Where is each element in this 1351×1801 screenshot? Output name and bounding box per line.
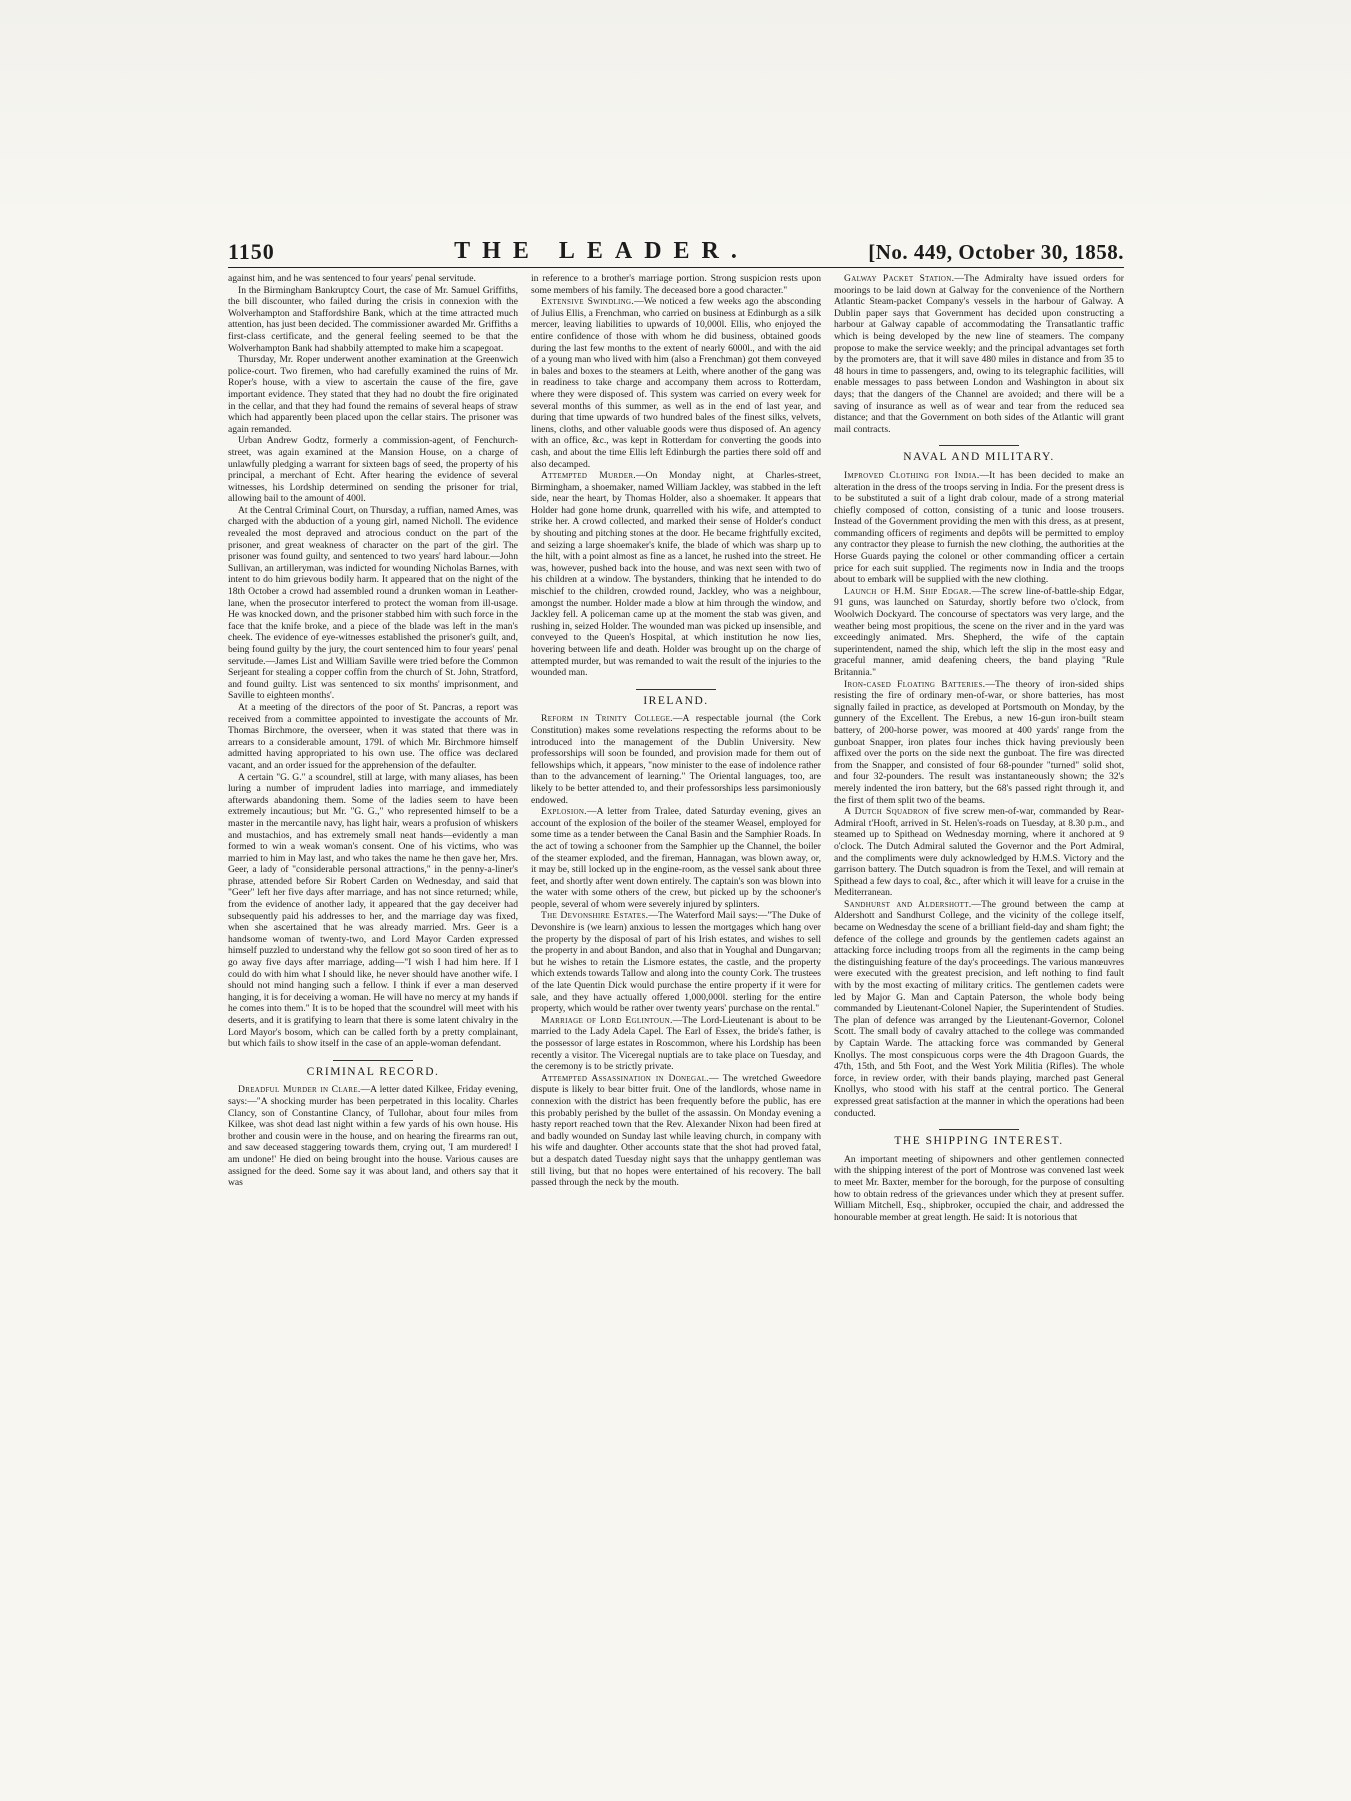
- article-text: —The Admiralty have issued orders for moorings to be laid down at Galway for the convenience of the Northern Atlantic Steam-packet Company's vessels in the harbour of Galway. A Dublin paper says that Government has decided upon constructing a harbour at Galway capable of accommodating the Transatlantic traffic which is being developed by the new line of steamers. The company propose to make the service weekly; and the principal advantages set forth by the promoters are, that it will save 480 miles in distance and from 35 to 48 hours in time to passengers, and, owing to its telegraphic facilities, will enable messages to pass between London and Washington in about six days; that the dangers of the Channel are avoided; and there will be a saving of insurance as well as of wear and tear from the reduced sea distance; and that the Government on both sides of the Atlantic will grant mail contracts.: [834, 273, 1124, 435]
- paragraph: A certain "G. G." a scoundrel, still at large, with many aliases, has been luring a number of imprudent ladies into marriage, and immediately afterwards abandoning them. Some of the ladies seem to have been extremely incautious; but Mr. "G. G.," who represented himself to be a master in the mercantile navy, has light hair, wears a profusion of whiskers and mustachios, and has extremely small neat hands—evidently a man formed to win a weak woman's consent. One of his victims, who was married to him in May last, and who takes the name he then gave her, Mrs. Geer, a lady of "considerable personal attractions," in the penny-a-liner's phrase, attended before Sir Robert Carden on Wednesday, and said that "Geer" left her five days after marriage, and has not since returned; while, from the evidence of another lady, it appeared that the gay deceiver had subsequently paid his addresses to her, and the marriage day was fixed, when she ascertained that he was already married. Mrs. Geer is a handsome woman of twenty-two, and Lord Mayor Carden expressed himself puzzled to understand why the fellow got so soon tired of her as to go away five days after marriage, adding—"I wish I had him here. If I could do with him what I should like, he never should have another wife. I should not mind hanging such a fellow. I think if ever a man deserved hanging, it is for deceiving a woman. He will have no mercy at my hands if he comes into them." It is to be hoped that the scoundrel will meet with his deserts, and it is gratifying to learn that there is some latent chivalry in the Lord Mayor's bosom, which can be called forth by a pretty complainant, but which fails to show itself in the case of an apple-woman defendant.: [228, 771, 518, 1050]
- paragraph: [228, 1084, 518, 1188]
- article-lead: The Devonshire Estates.: [541, 910, 649, 922]
- paragraph: [531, 806, 821, 910]
- article-lead: Marriage of Lord Eglintoun.: [541, 1014, 673, 1026]
- paragraph: [531, 1015, 821, 1073]
- column-1: [228, 273, 518, 1778]
- column-2: [531, 273, 821, 1778]
- article-lead: Reform in Trinity College.: [541, 713, 673, 725]
- paragraph: [834, 586, 1124, 679]
- page-number: 1150: [228, 239, 275, 264]
- section-heading-text: THE SHIPPING INTEREST.: [894, 1135, 1064, 1148]
- article-lead: Sandhurst and Aldershott.: [844, 898, 972, 910]
- paragraph: [531, 713, 821, 806]
- paragraph: An important meeting of shipowners and other gentlemen connected with the shipping interest of the port of Montrose was convened last week to meet Mr. Baxter, member for the borough, for the purpose of consulting how to obtain redress of the grievances under which they at present suffer. William Mitchell, Esq., shipbroker, occupied the chair, and addressed the honourable member at great length. He said: It is notorious that: [834, 1153, 1124, 1223]
- article-text: —The Waterford Mail says:—"The Duke of Devonshire is (we learn) anxious to lessen the mortgages which hang over the property by the disposal of part of his Irish estates, and wishes to sell the property in and about Bandon, and also that in Youghal and Dungarvan; but he wishes to retain the Lismore estates, the castle, and the property which extends towards Tallow and along into the county Cork. The trustees of the late Quentin Dick would purchase the entire property if it were for sale, and they have actually offered 1,000,000l. sterling for the entire property, which would be rather over twenty years' purchase on the rental.": [531, 910, 821, 1015]
- issue-info: [No. 449, October 30, 1858.: [868, 240, 1124, 264]
- article-text: —The screw line-of-battle-ship Edgar, 91 guns, was launched on Saturday, shortly before two o'clock, from Woolwich Dockyard. The concourse of spectators was very large, and the weather being most propitious, the scene on the river and in the yard was exceedingly animated. Mrs. Shepherd, the wife of the captain superintendent, named the ship, which left the slip in the most easy and graceful manner, amid deafening cheers, the band playing "Rule Britannia.": [834, 585, 1124, 678]
- masthead-rule: [228, 267, 1124, 268]
- article-lead: Attempted Assassination in Donegal.: [541, 1072, 709, 1084]
- article-lead: A Dutch Squadron: [844, 806, 929, 818]
- page-tone: [0, 0, 1351, 220]
- article-text: —We noticed a few weeks ago the absconding of Julius Ellis, a Frenchman, who carried on business at Edinburgh as a silk mercer, leaving liabilities to upwards of 10,000l. Ellis, who enjoyed the entire confidence of those with whom he did business, obtained goods during the last few months to the extent of nearly 6000l., and with the aid of a young man who lived with him (also a Frenchman) got them conveyed in bales and boxes to the steamers at Leith, where another of the gang was in readiness to take charge and accompany them across to Rotterdam, where they were disposed of. This system was carried on every week for several months of this summer, as well as in the end of last year, and during that time upwards of two hundred bales of the finest silks, velvets, linens, cloths, and other valuable goods were thus disposed of. An agency with an office, &c., was kept in Rotterdam for converting the goods into cash, and about the time Ellis left Edinburgh the parties there sold off and also decamped.: [531, 296, 821, 470]
- article-lead: Attempted Murder.: [541, 470, 636, 482]
- paragraph: [531, 1073, 821, 1189]
- section-rule: [939, 1129, 1019, 1130]
- newspaper-page: [228, 233, 1124, 1778]
- article-lead: Launch of H.M. Ship Edgar.: [844, 585, 972, 597]
- article-text: —The ground between the camp at Aldershott and Sandhurst College, and the vicinity of the college itself, became on Wednesday the scene of a brilliant field-day and sham fight; the defence of the college and grounds by the gentlemen cadets against an attacking force including troops from all the regiments in the camp being the distinguishing feature of the day's proceedings. The various manœuvres were executed with the greatest precision, and left nothing to find fault with by the most exacting of military critics. The gentlemen cadets were led by Major G. Man and Captain Paterson, the whole body being commanded by Lieutenant-Colonel Napier, the Superintendent of Studies. The plan of defence was arranged by the Lieutenant-Governor, Colonel Scott. The small body of cavalry attached to the college was commanded by Captain Warde. The attacking force was commanded by General Knollys. The most conspicuous corps were the 4th Dragoon Guards, the 47th, 15th, and 5th Foot, and the West York Militia (Rifles). The whole force, in review order, with their bands playing, marched past General Knollys, who stood with his staff at the central portico. The General expressed great satisfaction at the manner in which the operations had been conducted.: [834, 898, 1124, 1119]
- paragraph: in reference to a brother's marriage portion. Strong suspicion rests upon some members of his family. The deceased bore a good character.": [531, 273, 821, 296]
- article-text: —A letter from Tralee, dated Saturday evening, gives an account of the explosion of the boiler of the steamer Weasel, employed for some time as a tender between the Canal Basin and the Samphier Roads. In the act of towing a schooner from the Samphier up the Channel, the boiler of the steamer exploded, and the fireman, Hannagan, was blown away, or, it may be, still locked up in the engine-room, as the vessel sank about three feet, and shortly after went down entirely. The captain's son was blown into the water with some others of the crew, but picked up by the schooner's people, several of whom were severely injured by splinters.: [531, 806, 821, 910]
- paper-title: THE LEADER.: [454, 238, 749, 264]
- article-lead: Dreadful Murder in Clare.: [238, 1084, 361, 1096]
- section-heading-naval-military: [834, 445, 1124, 464]
- paragraph: against him, and he was sentenced to four years' penal servitude.: [228, 273, 476, 284]
- section-heading-text: CRIMINAL RECORD.: [306, 1065, 440, 1078]
- columns: [228, 273, 1124, 1778]
- article-text: —A letter dated Kilkee, Friday evening, says:—"A shocking murder has been perpetrated in this locality. Charles Clancy, son of Constantine Clancy, of Tullohar, about four miles from Kilkee, was shot dead last night within a few yards of his own house. His brother and cousin were in the house, and on hearing the firearms ran out, and saw deceased staggering towards them, crying out, 'I am murdered! I am undone!' He died on being brought into the house. Various causes are assigned for the deed. Some say it was about land, and others say that it was: [228, 1084, 518, 1189]
- section-rule: [636, 689, 716, 690]
- article-lead: Iron-cased Floating Batteries.: [844, 678, 986, 690]
- section-rule: [333, 1060, 413, 1061]
- paragraph: Urban Andrew Godtz, formerly a commission-agent, of Fenchurch-street, was again examined at the Mansion House, on a charge of unlawfully pledging a warrant for sixteen bags of seed, the property of his principal, a merchant of Echt. After hearing the evidence of several witnesses, his Lordship determined on sending the prisoner for trial, allowing bail to the amount of 400l.: [228, 435, 518, 505]
- paragraph: [834, 899, 1124, 1119]
- masthead: [228, 233, 1124, 265]
- article-text: —A respectable journal (the Cork Constitution) makes some revelations respecting the reforms about to be introduced into the management of the Dublin University. New professorships will soon be founded, and provision made for them out of fellowships which, it appears, "now minister to the ease of indolence rather than to the advancement of learning." The Oriental languages, too, are likely to be better attended to, and their professorships less parsimoniously endowed.: [531, 713, 821, 806]
- article-text: —The theory of iron-sided ships resisting the fire of ordinary men-of-war, or shore batteries, has most signally failed in practice, as developed at Portsmouth on Monday, by the gunnery of the Excellent. The Erebus, a new 16-gun iron-built steam battery, of 200-horse power, was moored at 400 yards' range from the gunboat Snapper, iron plates four inches thick having previously been affixed over the ports on the side next the gunboat. The fire was directed from the Snapper, and consisted of four 68-pounder "turned" solid shot, and four 32-pounders. The result was instantaneously shown; the 32's merely indented the iron battery, but the 68's passed right through it, and the first of them split two of the beams.: [834, 678, 1124, 806]
- column-3: [834, 273, 1124, 1778]
- paragraph: [834, 470, 1124, 586]
- article-lead: Improved Clothing for India.: [844, 469, 980, 481]
- article-text: —On Monday night, at Charles-street, Birmingham, a shoemaker, named William Jackley, was stabbed in the left side, near the heart, by Thomas Holder, also a shoemaker. It appears that Holder had gone home drunk, quarrelled with his wife, and attempted to strike her. A crowd collected, and marked their sense of Holder's conduct by shouting and pitching stones at the door. He became frightfully excited, and seizing a large shoemaker's knife, the blade of which was sharp up to the hilt, with a point almost as fine as a lancet, he rushed into the street. He was, however, pushed back into the house, and was next seen with two of his children at a window. The bystanders, thinking that he intended to do mischief to the children, crowded round, Jackley, who was a neighbour, amongst the number. Holder made a blow at him through the window, and Jackley fell. A policeman came up at the moment the stab was given, and rushing in, seized Holder. The wounded man was picked up insensible, and conveyed to the Queen's Hospital, at which institution he now lies, hovering between life and death. Holder was brought up on the charge of attempted murder, but was remanded to wait the result of the injuries to the wounded man.: [531, 470, 821, 679]
- article-text: of five screw men-of-war, commanded by Rear-Admiral t'Hooft, arrived in St. Helen's-roads on Tuesday, at 8.30 p.m., and steamed up to Spithead on Wednesday morning, where it anchored at 9 o'clock. The Dutch Admiral saluted the Governor and the Port Admiral, and the compliments were duly acknowledged by H.M.S. Victory and the garrison battery. The Dutch squadron is from the Texel, and will remain at Spithead a few days to coal, &c., after which it will leave for a cruise in the Mediterranean.: [834, 806, 1124, 899]
- section-heading-text: IRELAND.: [643, 694, 709, 707]
- paragraph: In the Birmingham Bankruptcy Court, the case of Mr. Samuel Griffiths, the bill discounter, who failed during the crisis in connexion with the Wolverhampton and Staffordshire Bank, which at the time attracted much attention, has just been decided. The commissioner awarded Mr. Griffiths a first-class certificate, and the general feeling seemed to be that the Wolverhampton Bank had shabbily attempted to make him a scapegoat.: [228, 284, 518, 354]
- section-heading-ireland: [531, 689, 821, 708]
- article-lead: Galway Packet Station.: [844, 273, 955, 284]
- section-heading-text: NAVAL AND MILITARY.: [903, 451, 1055, 464]
- paragraph: At the Central Criminal Court, on Thursday, a ruffian, named Ames, was charged with the abduction of a young girl, named Nicholl. The evidence revealed the most depraved and atrocious conduct on the part of the prisoner, and great weakness of character on the part of the girl. The prisoner was found guilty, and sentenced to two years' hard labour.—John Sullivan, an artilleryman, was indicted for wounding Nicholas Barnes, with intent to do him grievous bodily harm. It appeared that on the night of the 18th October a crowd had assembled round a drunken woman in Leather-lane, when the prosecutor interfered to protect the woman from ill-usage. He was knocked down, and the prisoner stabbed him with such force in the face that the knife broke, and a piece of the blade was left in the man's cheek. The evidence of eye-witnesses established the prisoner's guilt, and, being found guilty by the jury, the court sentenced him to four years' penal servitude.—James List and William Saville were tried before the Common Serjeant for stealing a copper coffin from the church of St. John, Stratford, and found guilty. List was sentenced to six months' imprisonment, and Saville to eighteen months'.: [228, 504, 518, 702]
- section-heading-criminal-record: [228, 1060, 518, 1079]
- article-lead: Extensive Swindling.: [541, 296, 635, 308]
- paragraph: [531, 470, 821, 679]
- article-text: —It has been decided to make an alteration in the dress of the troops serving in India. For the present dress is to be substituted a suit of a light drab colour, made of a strong material chiefly composed of cotton, consisting of a tunic and loose trousers. Instead of the Government providing the men with this dress, as at present, commanding officers of regiments and depôts will be permitted to employ any contractor they please to furnish the new clothing, the authorities at the Horse Guards paying the colonel or other commanding officer a certain price for each suit supplied. The regiments now in India and the troops about to embark will be supplied with the new clothing.: [834, 469, 1124, 586]
- section-heading-shipping-interest: [834, 1129, 1124, 1148]
- paragraph: [834, 679, 1124, 807]
- paragraph: [834, 273, 1124, 435]
- paragraph: At a meeting of the directors of the poor of St. Pancras, a report was received from a committee appointed to investigate the accounts of Mr. Thomas Birchmore, the overseer, when it was stated that there was in arrears to a considerable amount, 179l. of which Mr. Birchmore himself admitted having appropriated to his own use. The office was declared vacant, and an order issued for the apprehension of the defaulter.: [228, 701, 518, 771]
- article-text: —The Lord-Lieutenant is about to be married to the Lady Adela Capel. The Earl of Essex, the bride's father, is the possessor of large estates in Roscommon, where his Lordship has been recently a visitor. The Viceregal nuptials are to take place on Tuesday, and the ceremony is to be strictly private.: [531, 1014, 821, 1073]
- section-rule: [939, 445, 1019, 446]
- article-text: — The wretched Gweedore dispute is likely to bear bitter fruit. One of the landlords, whose name in connexion with the district has been frequently before the public, has ere this probably perished by the bullet of the assassin. On Monday evening a hasty report reached town that the Rev. Alexander Nixon had been fired at and badly wounded on Sunday last while leaving church, in company with his wife and daughter. Other accounts state that the shot had proved fatal, but a despatch dated Tuesday night says that the unhappy gentleman was still living, but that no hopes were entertained of his recovery. The ball passed through the neck by the mouth.: [531, 1072, 821, 1189]
- paragraph: [531, 910, 821, 1014]
- paragraph: Thursday, Mr. Roper underwent another examination at the Greenwich police-court. Two firemen, who had carefully examined the ruins of Mr. Roper's house, with a view to ascertain the cause of the fire, gave important evidence. They stated that they had no doubt the fire originated in the cellar, and that they had found the remains of several heaps of straw which had apparently been placed upon the cellar stairs. The prisoner was again remanded.: [228, 354, 518, 435]
- paragraph: [531, 296, 821, 470]
- article-lead: Explosion.: [541, 806, 587, 818]
- paragraph: [834, 806, 1124, 899]
